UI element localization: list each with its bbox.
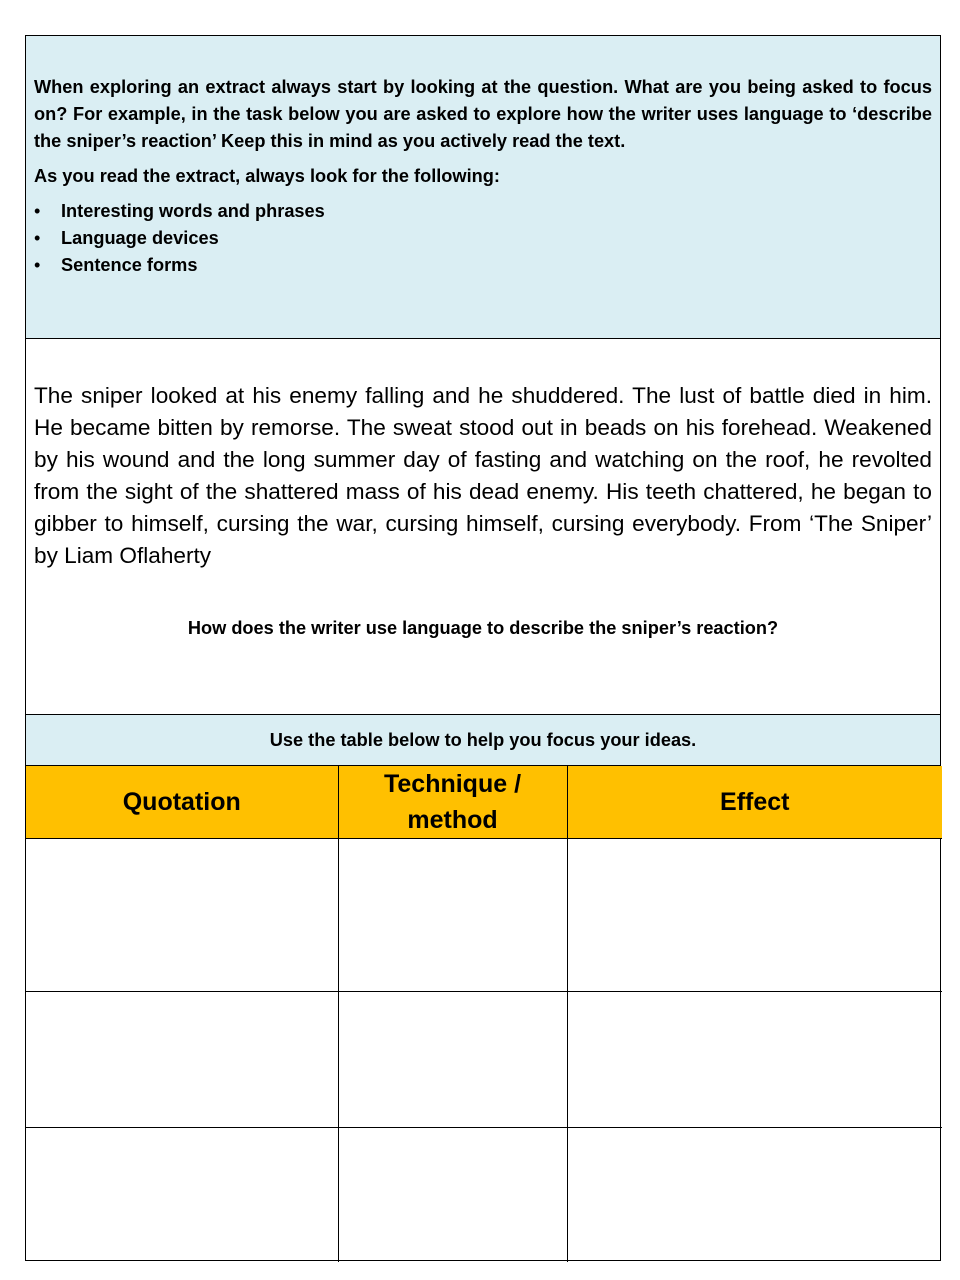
effect-cell[interactable] <box>567 992 942 1128</box>
list-item <box>34 252 932 279</box>
quotation-cell[interactable] <box>26 839 338 992</box>
list-item-label: Sentence forms <box>61 255 198 275</box>
analysis-table <box>26 766 942 1262</box>
guidance-intro: When exploring an extract always start by looking at the question. What are you being asked to focus on? For example, in the task below you are asked to explore how the writer uses language to ‘describe the sniper’s reaction’ Keep this in mind as you actively read the text. <box>34 77 932 151</box>
header-technique: Technique / method <box>338 766 567 839</box>
technique-cell[interactable] <box>338 1128 567 1262</box>
bullet-icon: • <box>34 228 41 248</box>
extract-panel <box>26 339 940 715</box>
instruction-text: Use the table below to help you focus your ideas. <box>269 729 697 750</box>
bullet-icon: • <box>34 201 41 221</box>
table-row <box>26 992 942 1128</box>
extract-text: The sniper looked at his enemy falling and he shuddered. The lust of battle died in him. He became bitten by remorse. The sweat stood out in beads on his forehead. Weakened by his wound and the long summer day of fasting and watching on the roof, he revolted from the sight of the shattered mass of his dead enemy. His teeth chattered, he began to gibber to himself, cursing the war, cursing himself, cursing everybody. From ‘The Sniper’ by Liam Oflaherty <box>34 383 932 568</box>
table-instruction <box>26 714 940 766</box>
table-header-row <box>26 766 942 839</box>
guidance-lead: As you read the extract, always look for the following: <box>34 166 500 186</box>
header-quotation: Quotation <box>26 766 338 839</box>
list-item <box>34 198 932 225</box>
technique-cell[interactable] <box>338 992 567 1128</box>
list-item-label: Language devices <box>61 228 219 248</box>
list-item-label: Interesting words and phrases <box>61 201 325 221</box>
quotation-cell[interactable] <box>26 1128 338 1262</box>
table-row <box>26 1128 942 1262</box>
effect-cell[interactable] <box>567 839 942 992</box>
quotation-cell[interactable] <box>26 992 338 1128</box>
bullet-icon: • <box>34 255 41 275</box>
task-question: How does the writer use language to describe the sniper’s reaction? <box>187 618 779 638</box>
effect-cell[interactable] <box>567 1128 942 1262</box>
worksheet <box>25 35 941 1261</box>
technique-cell[interactable] <box>338 839 567 992</box>
header-effect: Effect <box>567 766 942 839</box>
table-row <box>26 839 942 992</box>
list-item <box>34 225 932 252</box>
look-for-list <box>34 198 932 279</box>
guidance-panel <box>26 36 940 339</box>
